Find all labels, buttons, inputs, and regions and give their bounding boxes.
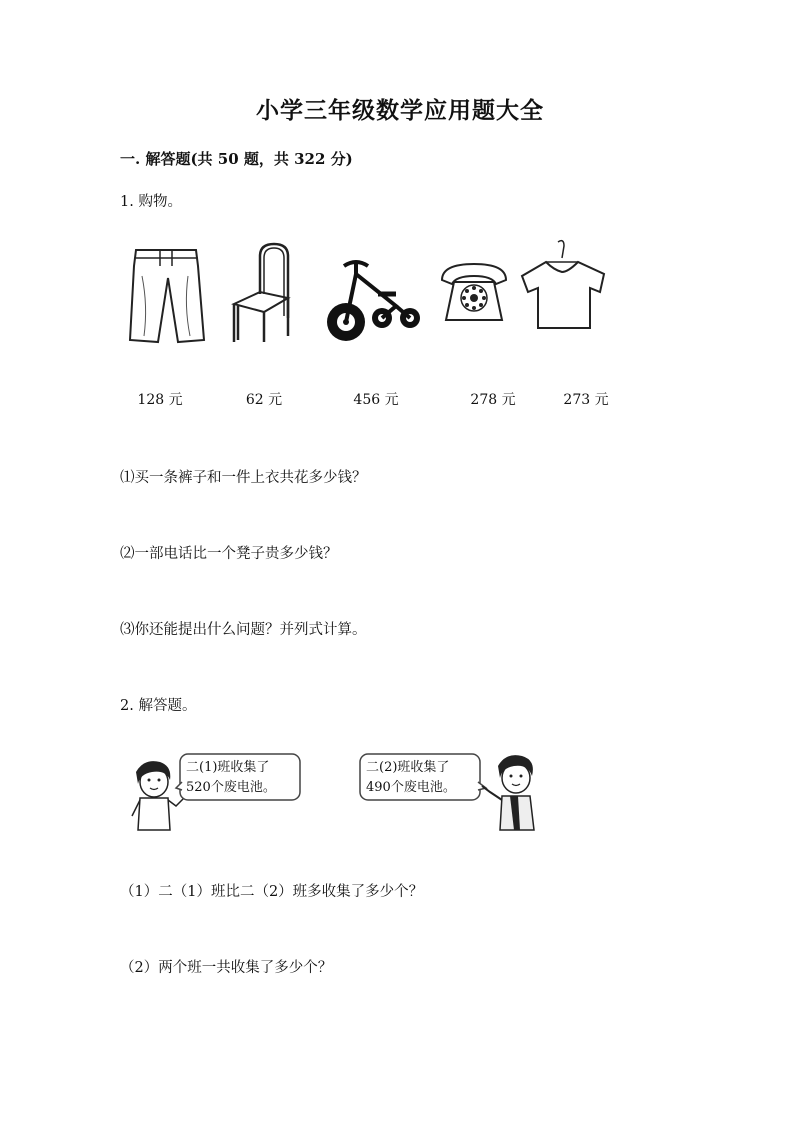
bubble-right-line-2: 490个废电池。 [366,780,456,795]
bubble-left-line-2: 520个废电池。 [186,780,276,795]
boy-right-icon [480,752,546,836]
price-label: 273 元 [563,392,609,408]
price-label: 128 元 [137,392,183,408]
pants-icon [120,236,210,356]
page-title: 小学三年级数学应用题大全 [256,97,544,124]
section-heading: 一. 解答题(共 50 题，共 322 分) [120,150,353,168]
question-2-sub-1: （1）二（1）班比二（2）班多收集了多少个？ [120,884,424,900]
question-1-sub-2: ⑵一部电话比一个凳子贵多少钱？ [120,546,338,562]
price-label: 62 元 [245,392,283,408]
question-2-sub-2: （2）两个班一共收集了多少个？ [120,960,333,976]
price-label: 456 元 [353,392,399,408]
bubble-right-line-1: 二(2)班收集了 [366,760,450,775]
question-1-heading: 1. 购物。 [120,194,182,210]
tricycle-icon [322,236,422,356]
telephone-icon [436,236,516,356]
chair-icon [226,236,306,356]
price-label: 278 元 [470,392,516,408]
shirt-icon [518,236,608,356]
question-2-heading: 2. 解答题。 [120,698,197,714]
question-1-sub-3: ⑶你还能提出什么问题？并列式计算。 [120,622,367,638]
bubble-left-line-1: 二(1)班收集了 [186,760,270,775]
question-1-sub-1: ⑴买一条裤子和一件上衣共花多少钱？ [120,470,367,486]
